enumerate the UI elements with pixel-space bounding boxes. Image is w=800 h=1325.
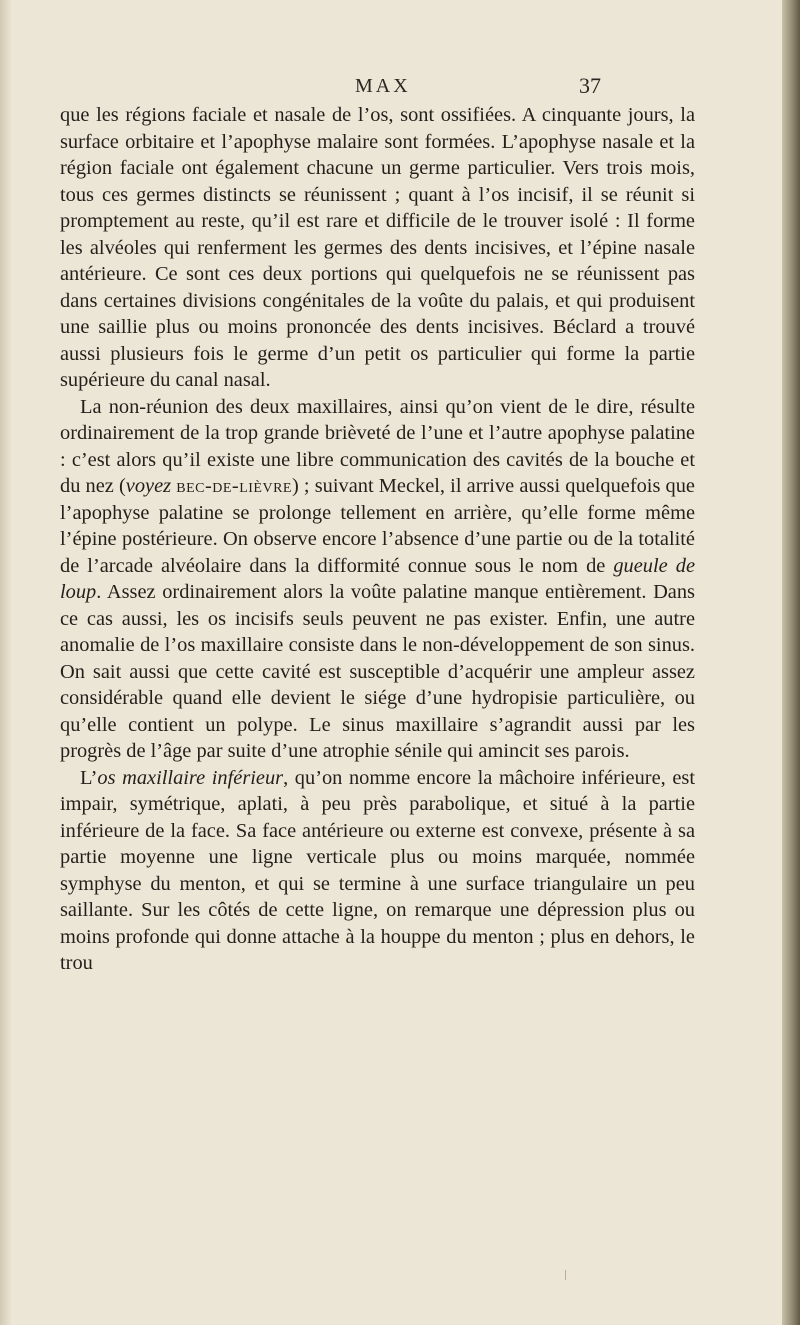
paragraph-3 <box>60 765 695 977</box>
paragraph-1 <box>60 102 695 394</box>
paragraph-2-text-a: La non-réunion des deux maxillaires, ainsi qu’on vient de le dire, résulte ordinairement de la trop grande brièveté de l’une et l’autre apophyse palatine : c’est alors qu’il existe une libre communication des cavités de la bouche et du nez ( <box>60 395 695 497</box>
voyez-italic: voyez <box>125 475 172 497</box>
gueule-de-loup-italic: gueule de loup <box>60 554 695 603</box>
bec-de-lievre-reference: bec-de-lièvre <box>176 475 292 497</box>
paper-mark <box>565 1270 572 1280</box>
page-gutter-shadow <box>0 0 12 1325</box>
paragraph-2-text-c: . Assez ordinairement alors la voûte palatine manque entièrement. Dans ce cas aussi, les os incisifs seuls peuvent ne pas exister. Enfin, une autre anomalie de l’os maxillaire consiste dans le non-développement de son sinus. On sait aussi que cette cavité est susceptible d’acquérir une ampleur assez considérable quand elle devient le siége d’une hydropisie particulière, ou qu’elle contient un polype. Le sinus maxillaire s’agrandit aussi par les progrès de l’âge par suite d’une atrophie sénile qui amincit ses parois. <box>60 581 695 762</box>
page-number: 37 <box>579 73 601 98</box>
body-text <box>60 102 695 977</box>
paragraph-3-text-b: , qu’on nomme encore la mâchoire inférieure, est impair, symétrique, aplati, à peu près parabolique, et situé à la partie inférieure de la face. Sa face antérieure ou externe est convexe, présente à sa partie moyenne une ligne verticale plus ou moins marquée, nommée symphyse du menton, et qui se termine à une surface triangulaire un peu saillante. Sur les côtés de cette ligne, on remarque une dépression plus ou moins profonde qui donne attache à la houppe du menton ; plus en dehors, le trou <box>60 766 695 974</box>
paragraph-2 <box>60 394 695 765</box>
paragraph-3-text-a: L’ <box>80 766 98 789</box>
paragraph-1-text: que les régions faciale et nasale de l’os, sont ossifiées. A cinquante jours, la surface orbitaire et l’apophyse malaire sont formées. L’apophyse nasale et la région faciale ont également chacune un germe particulier. Vers trois mois, tous ces germes distincts se réunissent ; quant à l’os incisif, il se réunit si promptement au reste, qu’il est rare et difficile de le trouver isolé : Il forme les alvéoles qui renferment les germes des dents incisives, et l’épine nasale antérieure. Ce sont ces deux portions qui quelquefois ne se réunissent pas dans certaines divisions congénitales de la voûte du palais, et qui produisent une saillie plus ou moins prononcée des dents incisives. Béclard a trouvé aussi plusieurs fois le germe d’un petit os particulier qui forme la partie supérieure du canal nasal. <box>60 104 695 391</box>
paragraph-2-text-b: ) ; suivant Meckel, il arrive aussi quelquefois que l’apophyse palatine se prolonge tellement en arrière, qu’elle forme même l’épine postérieure. On observe encore l’absence d’une partie ou de la totalité de l’arcade alvéolaire dans la difformité connue sous le nom de <box>60 475 695 577</box>
page-edge <box>782 0 800 1325</box>
running-head: MAX <box>355 75 411 97</box>
os-maxillaire-inferieur-italic: os maxillaire inférieur <box>97 766 284 789</box>
